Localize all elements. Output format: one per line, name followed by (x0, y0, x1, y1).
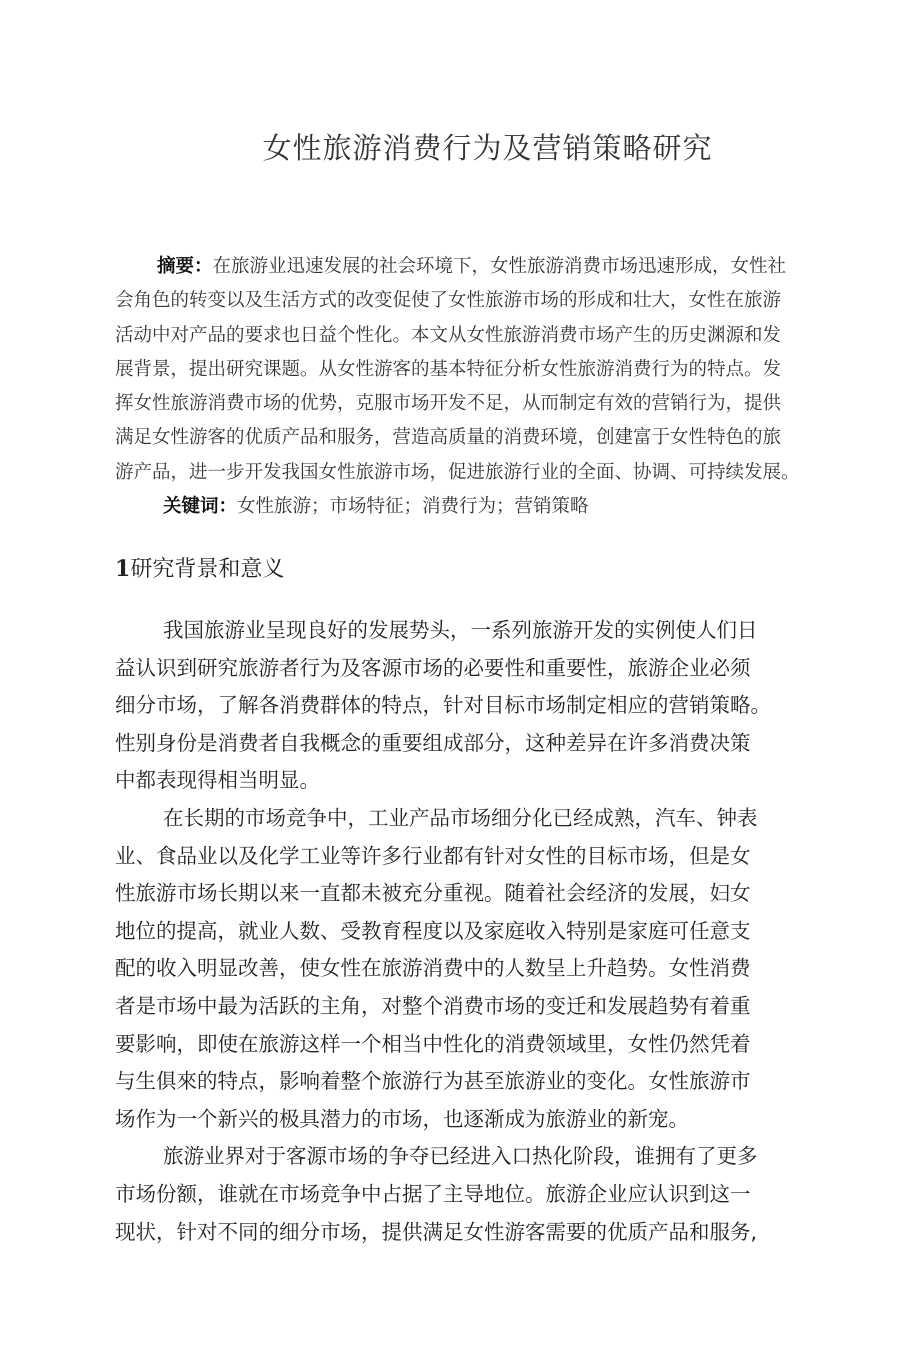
paragraph-line: 细分市场，了解各消费群体的特点，针对目标市场制定相应的营销策略。 (115, 693, 771, 718)
abstract-text: 在旅游业迅速发展的社会环境下，女性旅游消费市场迅速形成，女性社 (212, 256, 787, 277)
section-heading (115, 552, 284, 583)
section-title: 研究背景和意义 (130, 557, 285, 582)
paragraph-line: 旅游业界对于客源市场的争夺已经进入口热化阶段，谁拥有了更多 (163, 1144, 758, 1169)
abstract-label: 摘要： (157, 256, 213, 277)
paragraph-line: 性别身份是消费者自我概念的重要组成部分，这种差异在许多消费决策 (115, 730, 751, 755)
paragraph-line: 者是市场中最为活跃的主角，对整个消费市场的变迁和发展趋势有着重 (115, 993, 751, 1018)
abstract-line: 挥女性旅游消费市场的优势，克服市场开发不足，从而制定有效的营销行为，提供 (115, 393, 782, 415)
paragraph-line: 性旅游市场长期以来一直都未被充分重视。随着社会经济的发展，妇女 (115, 881, 751, 906)
paragraph-line: 业、食品业以及化学工业等许多行业都有针对女性的目标市场，但是女 (115, 843, 751, 868)
paragraph-line: 我国旅游业呈现良好的发展势头，一系列旅游开发的实例使人们日 (163, 618, 758, 642)
abstract-line: 游产品，进一步开发我国女性旅游市场，促进旅游行业的全面、协调、可持续发展。 (115, 461, 800, 483)
paragraph-line: 市场份额，谁就在市场竞争中占据了主导地位。旅游企业应认识到这一 (115, 1181, 751, 1206)
section-number: 1 (115, 556, 131, 582)
paragraph-line: 与生俱來的特点，影响着整个旅游行为甚至旅游业的变化。女性旅游市 (115, 1069, 751, 1094)
abstract-line: 活动中对产品的要求也日益个性化。本文从女性旅游消费市场产生的历史渊源和发 (115, 324, 782, 346)
paragraph-line: 现状，针对不同的细分市场，提供满足女性游客需要的优质产品和服务, (115, 1219, 758, 1244)
page-title: 女性旅游消费行为及营销策略研究 (262, 131, 713, 165)
paragraph-line: 配的收入明显改善，使女性在旅游消费中的人数呈上升趋势。女性消费 (115, 956, 751, 981)
keywords-label: 关键词： (163, 496, 238, 518)
paragraph (115, 612, 835, 800)
paragraph (115, 1138, 835, 1251)
abstract-line: 会角色的转变以及生活方式的改变促使了女性旅游市场的形成和壮大，女性在旅游 (115, 290, 782, 312)
paragraph-line: 地位的提高，就业人数、受教育程度以及家庭收入特别是家庭可任意支 (115, 918, 751, 943)
keywords (115, 490, 855, 524)
paragraph-line: 益认识到研究旅游者行为及客源市场的必要性和重要性，旅游企业必须 (115, 655, 751, 680)
abstract (115, 250, 855, 524)
paragraph-line: 要影响，即使在旅游这样一个相当中性化的消费领域里，女性仍然凭着 (115, 1031, 751, 1056)
keywords-text: 女性旅游；市场特征；消费行为；营销策略 (237, 496, 589, 518)
abstract-line: 展背景，提出研究课题。从女性游客的基本特征分析女性旅游消费行为的特点。发 (115, 358, 782, 380)
paragraph-line: 中都表现得相当明显。 (115, 768, 320, 793)
paragraph-line: 在长期的市场竞争中，工业产品市场细分化已经成熟，汽车、钟表 (163, 805, 758, 830)
section-body (115, 612, 835, 1251)
paragraph-line: 场作为一个新兴的极具潜力的市场，也逐渐成为旅游业的新宠。 (115, 1106, 689, 1131)
abstract-line: 满足女性游客的优质产品和服务，营造高质量的消费环境，创建富于女性特色的旅 (115, 427, 782, 449)
abstract-line (115, 250, 855, 284)
paragraph (115, 800, 835, 1138)
